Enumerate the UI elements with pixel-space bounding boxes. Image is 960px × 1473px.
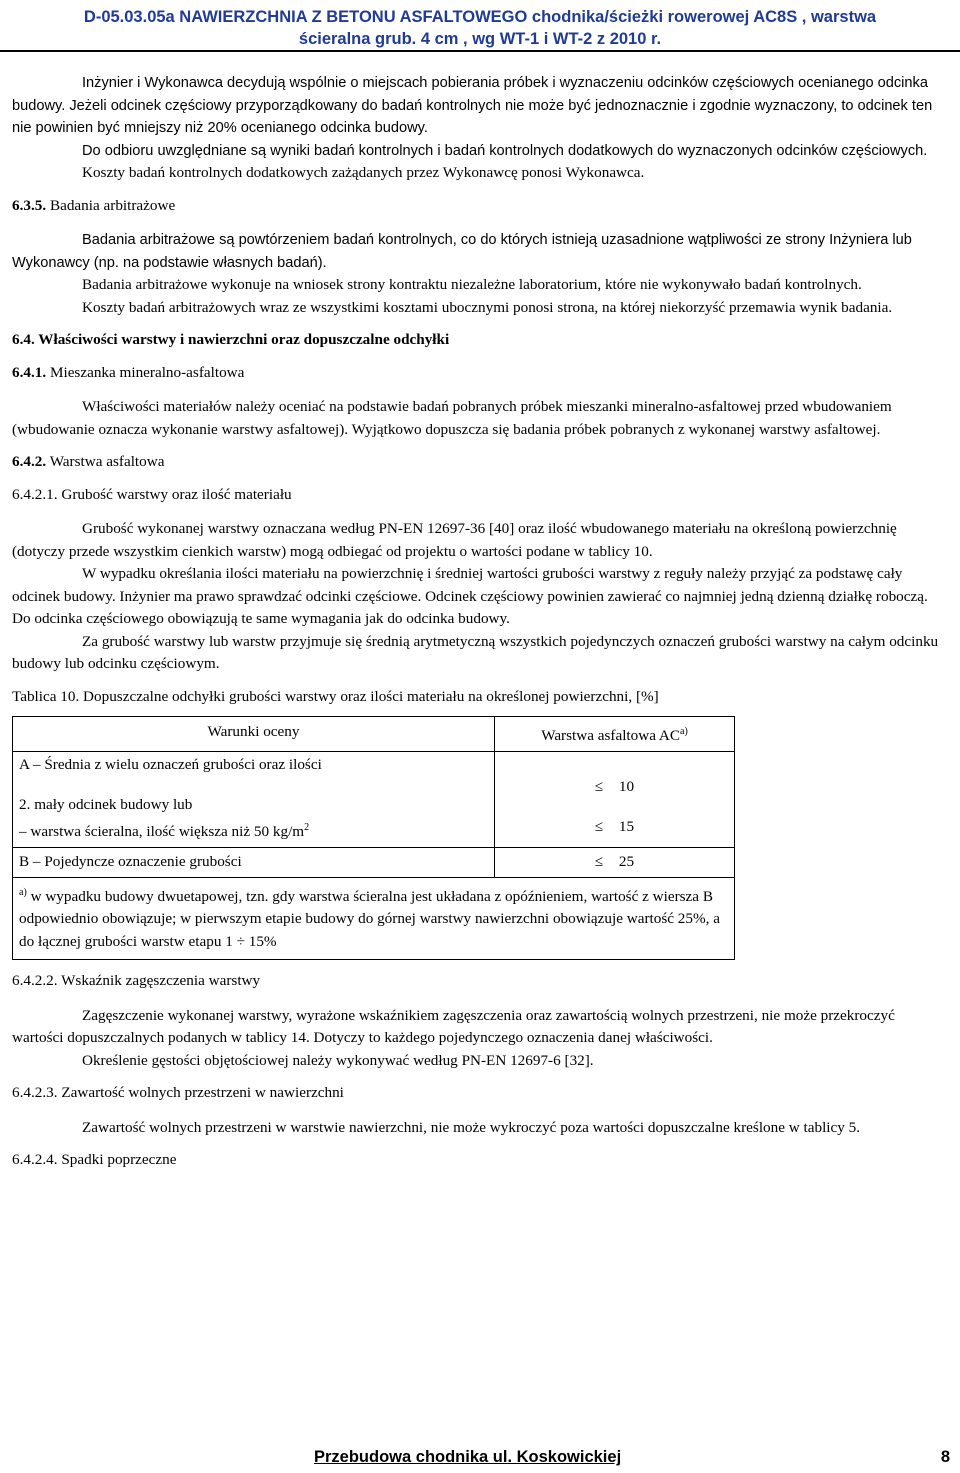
section-heading: 6.4.2.2. Wskaźnik zagęszczenia warstwy bbox=[12, 972, 261, 990]
value-le-15: ≤ 15 bbox=[595, 816, 634, 839]
paragraph: Do odbioru uwzględniane są wyniki badań kontrolnych i badań kontrolnych dodatkowych do wyznaczonych odcinków częściowych. bbox=[82, 142, 928, 159]
paragraph: Koszty badań arbitrażowych wraz ze wszystkimi kosztami ubocznymi ponosi strona, na której niekorzyść przemawia wynik badania. bbox=[82, 298, 893, 316]
tolerance-table bbox=[12, 716, 735, 960]
section-heading bbox=[12, 451, 946, 474]
section-title: Badania arbitrażowe bbox=[46, 196, 176, 214]
table-cell bbox=[13, 752, 495, 848]
section-heading: 6.4.2.1. Grubość warstwy oraz ilość materiału bbox=[12, 485, 292, 503]
section-heading: 6.4. Właściwości warstwy i nawierzchni oraz dopuszczalne odchyłki bbox=[12, 331, 450, 348]
table-frame bbox=[12, 716, 735, 960]
value-le-10: ≤ 10 bbox=[595, 776, 634, 799]
section-number: 6.4.2. bbox=[12, 453, 47, 470]
table-cell-text bbox=[19, 817, 488, 844]
paragraph: Inżynier i Wykonawca decydują wspólnie o miejscach pobierania próbek i wyznaczeniu odcinków częściowych ocenianego odcinka budowy. Jeżeli odcinek częściowy przyporządkowany do badań kontrolnych nie może być jednoznacznie i zgodnie wyznaczony, to odcinek ten nie powinien być mniejszy niż 20% ocenianego odcinka budowy. bbox=[12, 75, 933, 136]
table-caption: Tablica 10. Dopuszczalne odchyłki grubości warstwy oraz ilości materiału na określonej powierzchni, [%] bbox=[12, 687, 659, 705]
page-header bbox=[0, 0, 960, 48]
section-heading bbox=[12, 362, 946, 385]
section-title: Warstwa asfaltowa bbox=[46, 453, 165, 470]
section-number: 6.3.5. bbox=[12, 196, 47, 214]
table-footnote bbox=[13, 878, 734, 960]
paragraph: Zagęszczenie wykonanej warstwy, wyrażone wskaźnikiem zagęszczenia oraz zawartością wolnych przestrzeni, nie może przekroczyć wartości dopuszczalnych podanych w tablicy 14. Dotyczy to każdego pojedynczego oznaczenia danej właściwości. bbox=[12, 1006, 895, 1047]
table-header-row bbox=[13, 717, 734, 752]
table-cell: B – Pojedyncze oznaczenie grubości bbox=[13, 848, 495, 877]
paragraph: Zawartość wolnych przestrzeni w warstwie nawierzchni, nie może wykroczyć poza wartości dopuszczalne kreślone w tablicy 5. bbox=[82, 1118, 861, 1136]
paragraph: Określenie gęstości objętościowej należy wykonywać według PN-EN 12697-6 [32]. bbox=[82, 1051, 594, 1069]
table-header-cell: Warunki oceny bbox=[13, 717, 495, 751]
page-footer bbox=[0, 1448, 960, 1470]
section-heading: 6.4.2.4. Spadki poprzeczne bbox=[12, 1151, 177, 1169]
header-line-2: ścieralna grub. 4 cm , wg WT-1 i WT-2 z 2010 r. bbox=[298, 30, 662, 48]
footnote-text: w wypadku budowy dwuetapowej, tzn. gdy warstwa ścieralna jest układana z opóźnieniem, wartość z wiersza B odpowiednio obowiązuje; w pierwszym etapie budowy do górnej warstwy nawierzchni obowiązuje wartość 25%, a do łącznej grubości warstw etapu 1 ÷ 15% bbox=[19, 887, 720, 950]
paragraph: W wypadku określania ilości materiału na powierzchnię i średniej wartości grubości warstwy z reguły należy przyjąć za podstawę cały odcinek budowy. Inżynier ma prawo sprawdzać odcinki częściowe. Odcinek częściowy powinien zawierać co najmniej jedną dzienną działkę roboczą. Do odcinka częściowego obowiązują te same wymagania jak do odcinka budowy. bbox=[12, 565, 928, 627]
table-cell-text-main: – warstwa ścieralna, ilość większa niż 50 kg/m bbox=[19, 822, 305, 840]
header-divider bbox=[0, 50, 960, 52]
table-cell-text: 2. mały odcinek budowy lub bbox=[19, 796, 193, 814]
document-body bbox=[12, 72, 946, 1172]
table-header-sup: a) bbox=[680, 726, 688, 737]
superscript: a) bbox=[19, 886, 27, 898]
table-header-text: Warstwa asfaltowa AC bbox=[541, 727, 681, 745]
footer-title: Przebudowa chodnika ul. Koskowickiej bbox=[314, 1448, 622, 1466]
page-number: 8 bbox=[940, 1448, 950, 1466]
table-header-cell bbox=[495, 717, 734, 751]
paragraph: Za grubość warstwy lub warstw przyjmuje się średnią arytmetyczną wszystkich pojedynczych oznaczeń grubości warstwy na całym odcinku budowy lub odcinku częściowym. bbox=[12, 632, 939, 672]
paragraph: Grubość wykonanej warstwy oznaczana według PN-EN 12697-36 [40] oraz ilość wbudowanego materiału na określoną powierzchnię (dotyczy przede wszystkim cienkich warstw) mogą odbiegać od projektu o wartości podane w tablicy 10. bbox=[12, 520, 897, 560]
table-footnote-text bbox=[19, 882, 728, 954]
paragraph: Koszty badań kontrolnych dodatkowych zażądanych przez Wykonawcę ponosi Wykonawca. bbox=[82, 164, 645, 181]
table-row bbox=[13, 752, 734, 849]
paragraph: Właściwości materiałów należy oceniać na podstawie badań pobranych próbek mieszanki mineralno-asfaltowej przed wbudowaniem (wbudowanie oznacza wykonanie warstwy asfaltowej). Wyjątkowo dopuszcza się badania próbek pobranych z wykonanej warstwy asfaltowej. bbox=[12, 398, 892, 438]
value-le-25: ≤ 25 bbox=[595, 851, 634, 874]
table-row bbox=[13, 848, 734, 878]
section-heading bbox=[12, 195, 946, 218]
section-title: Mieszanka mineralno-asfaltowa bbox=[46, 363, 245, 381]
superscript: 2 bbox=[304, 821, 310, 833]
paragraph: Badania arbitrażowe wykonuje na wniosek strony kontraktu niezależne laboratorium, które nie wykonywało badań kontrolnych. bbox=[82, 276, 862, 293]
table-cell bbox=[495, 848, 734, 877]
paragraph: Badania arbitrażowe są powtórzeniem badań kontrolnych, co do których istnieją uzasadnione wątpliwości ze strony Inżyniera lub Wykonawcy (np. na podstawie własnych badań). bbox=[12, 232, 912, 271]
section-number: 6.4.1. bbox=[12, 363, 47, 381]
table-cell-text: A – Średnia z wielu oznaczeń grubości oraz ilości bbox=[19, 755, 322, 773]
header-line-1: D-05.03.05a NAWIERZCHNIA Z BETONU ASFALTOWEGO chodnika/ścieżki rowerowej AC8S , warstwa bbox=[83, 8, 877, 26]
section-heading: 6.4.2.3. Zawartość wolnych przestrzeni w nawierzchni bbox=[12, 1084, 344, 1102]
table-cell bbox=[495, 752, 734, 848]
